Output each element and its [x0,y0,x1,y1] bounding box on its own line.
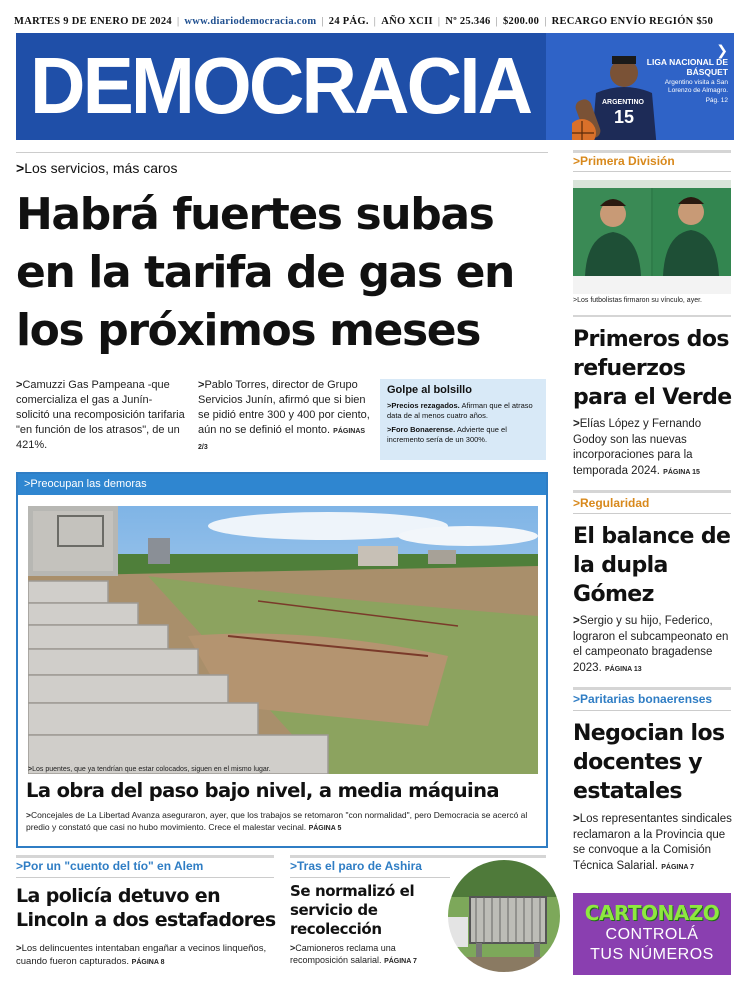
section-divider [16,877,274,878]
ad-line1: CONTROLÁ [605,926,699,943]
page-ref: PÁGINAS 2/3 [198,428,366,451]
photo-story-box [16,472,548,848]
players-caption: >Los futbolistas firmaron su vínculo, ayer. [573,297,702,304]
gomez-headline[interactable]: El balance de la dupla Gómez [573,524,731,607]
section-divider [16,152,548,153]
section-divider [573,513,731,514]
newspaper-logo[interactable]: DEMOCRACIA [30,41,531,130]
photo-headline[interactable]: La obra del paso bajo nivel, a media máquina [26,779,499,802]
page-ref: PÁGINA 13 [604,665,642,673]
jersey-number: 15 [613,107,635,127]
section-divider [290,877,450,878]
edition-year: AÑO XCII [381,15,433,27]
section-divider [573,171,731,172]
main-col1: >Camuzzi Gas Pampeana -que comercializa el gas a Junín- solicitó una recomposición tarifaria "en función de los atrasos", de un 421%. [16,379,185,451]
cover-price: $200.00 [502,15,540,27]
edition-bar: MARTES 9 DE ENERO DE 2024 | www.diariodemocracia.com | 24 PÁG. | AÑO XCII | Nº 25.346 | $200.00 | RECARGO ENVÍO REGIÓN $50 [14,15,714,27]
section-divider [16,855,274,858]
sidebox-title: Golpe al bolsillo [387,384,472,396]
ashira-kicker[interactable]: >Tras el paro de Ashira [290,859,422,873]
ashira-text: >Camioneros reclama una recomposición salarial. PÁGINA 7 [290,943,417,965]
photo-caption: >Los puentes, que ya tendrían que estar colocados, siguen en el mismo lugar. [28,766,271,773]
primera-label[interactable]: >Primera División [573,154,675,168]
docentes-text: >Los representantes sindicales reclamaron a la Provincia que se convoque a la Comisión Técnica Salarial. PÁGINA 7 [573,813,732,872]
main-headline[interactable]: Habrá fuertes subas en la tarifa de gas en los próximos meses [16,189,514,356]
arrow-icon: ❯ [716,42,728,58]
sidebox-item: >Foro Bonaerense. Advierte que el incremento sería de un 300%. [387,425,507,444]
paritarias-label[interactable]: >Paritarias bonaerenses [573,692,713,706]
main-kicker[interactable]: >Los servicios, más caros [16,160,178,176]
recycling-cage-photo [446,857,562,975]
section-divider [573,490,731,493]
alem-kicker[interactable]: >Por un "cuento del tío" en Alem [16,859,204,873]
refuerzos-headline[interactable]: Primeros dos refuerzos para el Verde [573,327,732,410]
regularidad-label[interactable]: >Regularidad [573,496,650,510]
construction-site-photo [28,506,538,774]
edition-number: Nº 25.346 [445,15,491,27]
region-surcharge: RECARGO ENVÍO REGIÓN $50 [551,15,714,27]
promo-text: Argentino visita a San Lorenzo de Almagro. [664,79,728,94]
gomez-text: >Sergio y su hijo, Federico, lograron el subcampeonato en el campeonato bragadense 2023. PÁGINA 13 [573,615,729,674]
page-ref: PÁGINA 7 [384,958,417,965]
cartonazo-ad[interactable] [573,893,731,975]
players-signing-photo [573,180,731,294]
alem-text: >Los delincuentes intentaban engañar a vecinos linqueños, cuando fueron capturados. PÁGINA 8 [16,943,267,967]
section-divider [573,710,731,711]
refuerzos-text: >Elías López y Fernando Godoy son las nuevas incorporaciones para la temporada 2024. PÁGINA 15 [573,418,702,477]
ad-line2: TUS NÚMEROS [590,946,714,963]
section-divider [573,315,731,317]
photo-story-kicker[interactable]: >Preocupan las demoras [18,474,546,495]
photo-text: >Concejales de La Libertad Avanza aseguraron, ayer, que los trabajos se retomaron "con normalidad", pero Democracia se acercó al predio y constató que casi no hubo movimiento. Crece el malestar vecinal. PÁGINA 5 [26,810,528,832]
golpe-sidebox [380,379,546,460]
alem-headline[interactable]: La policía detuvo en Lincoln a dos estafadores [16,885,276,931]
jersey-text: ARGENTINO [602,99,644,106]
edition-date: MARTES 9 DE ENERO DE 2024 [14,15,172,27]
page-ref: PÁGINA 8 [131,959,165,966]
ad-title: CARTONAZO [584,901,720,925]
docentes-headline[interactable]: Negocian los docentes y estatales [573,721,725,804]
site-url-link[interactable]: www.diariodemocracia.com [184,15,317,27]
promo-page: Pág. 12 [705,97,728,104]
section-divider [573,687,731,690]
page-ref: PÁGINA 7 [661,863,695,871]
ashira-headline[interactable]: Se normalizó el servicio de recolección [290,882,415,938]
section-divider [573,150,731,153]
page-ref: PÁGINA 15 [663,468,700,476]
masthead [16,33,734,140]
sidebox-item: >Precios rezagados. Afirman que el atraso data de al menos cuatro años. [387,401,533,420]
promo-title: LIGA NACIONAL DE BÁSQUET [646,57,728,77]
main-col2: >Pablo Torres, director de Grupo Servicios Junín, afirmó que si bien se pidió entre 300 y 400 por ciento, aún no se definió el monto. PÁGINAS 2/3 [198,379,370,451]
basketball-promo[interactable] [546,33,734,140]
page-count: 24 PÁG. [328,15,369,27]
page-ref: PÁGINA 5 [308,824,342,832]
